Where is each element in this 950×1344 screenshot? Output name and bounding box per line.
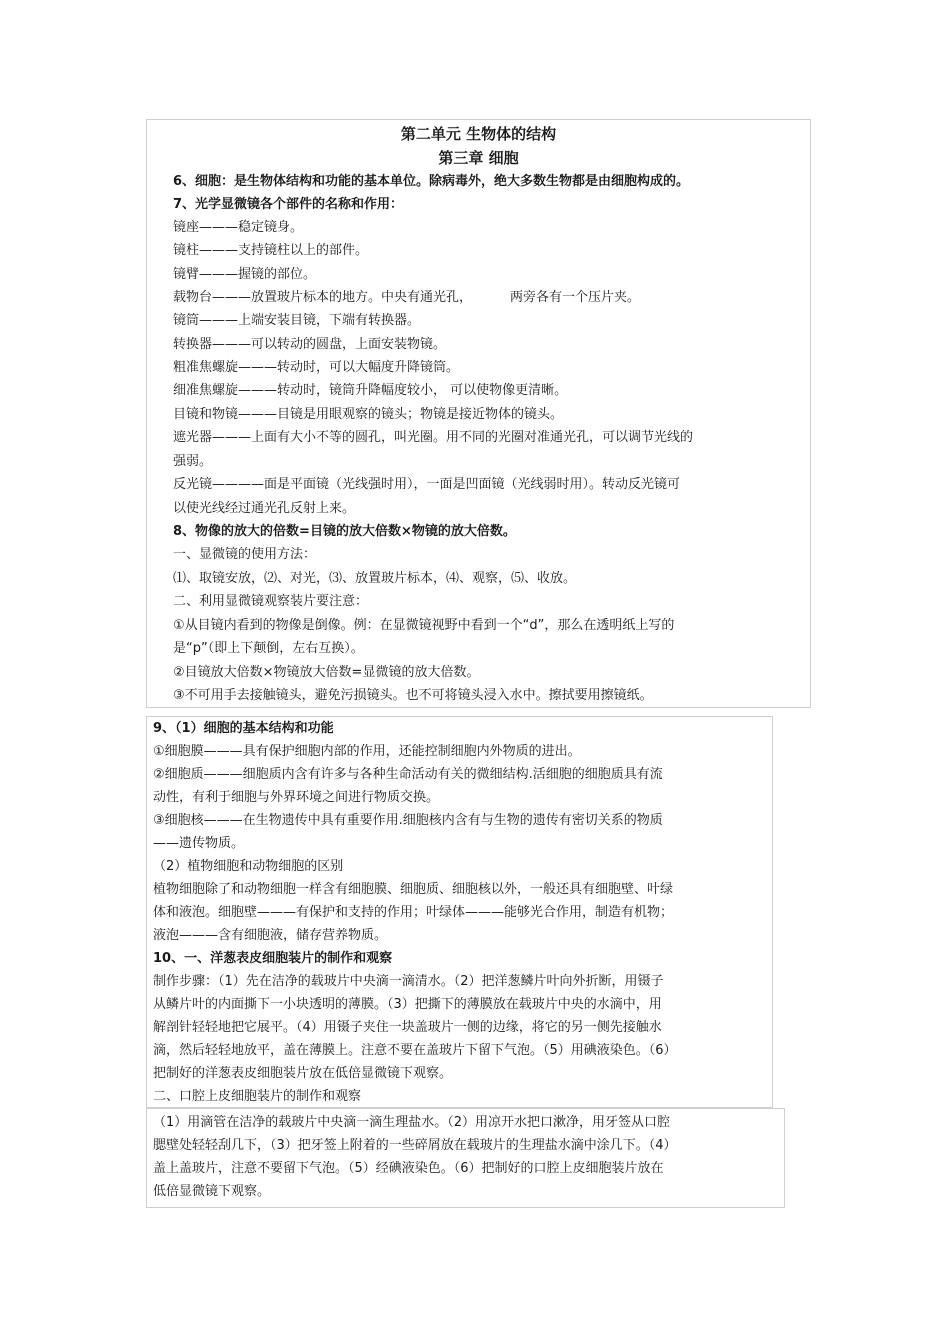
plant-cell-diff-3: 液泡———含有细胞液，储存营养物质。 [153, 928, 388, 943]
cytoplasm-cont: 动性，有利于细胞与外界环境之间进行物质交换。 [153, 790, 440, 805]
onion-step-1: 制作步骤：（1）先在洁净的载玻片中央滴一滴清水。（2）把洋葱鳞片叶向外折断，用镊子 [153, 974, 664, 989]
cell-structure-section [146, 716, 773, 1108]
part-lenses: 目镜和物镜———目镜是用眼观察的镜头；物镜是接近物体的镜头。 [173, 407, 564, 422]
plant-cell-diff: 植物细胞除了和动物细胞一样含有细胞膜、细胞质、细胞核以外，一般还具有细胞壁、叶绿 [153, 882, 674, 897]
part-mirror: 反光镜————面是平面镜（光线强时用），一面是凹面镜（光线弱时用）。转动反光镜可 [173, 477, 681, 492]
microscope-section [146, 119, 811, 708]
part-arm: 镜臂———握镜的部位。 [173, 267, 317, 282]
part-pillar: 镜柱———支持镜柱以上的部件。 [173, 243, 369, 258]
plant-cell-diff-2: 体和液泡。细胞壁———有保护和支持的作用；叶绿体———能够光合作用，制造有机物； [153, 905, 674, 920]
note-magnification: ②目镜放大倍数×物镜放大倍数=显微镜的放大倍数。 [173, 665, 480, 680]
cell-membrane: ①细胞膜———具有保护细胞内部的作用，还能控制细胞内外物质的进出。 [153, 744, 581, 759]
chapter-title: 第三章 细胞 [438, 149, 519, 167]
note-inverted-image-cont: 是“p”（即上下颠倒，左右互换）。 [173, 641, 364, 656]
cheek-step-1: （1）用滴管在洁净的载玻片中央滴一滴生理盐水。（2）用凉开水把口漱净，用牙签从口腔 [153, 1115, 671, 1130]
cheek-step-4: 低倍显微镜下观察。 [153, 1184, 271, 1199]
cheek-cell-section [146, 1108, 785, 1208]
plant-animal-heading: （2）植物细胞和动物细胞的区别 [153, 859, 344, 874]
onion-step-4: 滴，然后轻轻地放平，盖在薄膜上。注意不要在盖玻片下留下气泡。（5）用碘液染色。（6） [153, 1043, 677, 1058]
nucleus-cont: ——遗传物质。 [153, 836, 245, 851]
unit-title: 第二单元 生物体的结构 [400, 125, 557, 143]
magnification-formula: 8、物像的放大的倍数=目镜的放大倍数×物镜的放大倍数。 [173, 524, 516, 539]
cheek-slide-heading: 二、口腔上皮细胞装片的制作和观察 [153, 1089, 362, 1104]
note-lens-care: ③不可用手去接触镜头，避免污损镜头。也不可将镜头浸入水中。擦拭要用擦镜纸。 [173, 688, 653, 703]
part-tube: 镜筒———上端安装目镜，下端有转换器。 [173, 313, 421, 328]
cell-definition: 6、细胞：是生物体结构和功能的基本单位。除病毒外，绝大多数生物都是由细胞构成的。 [173, 174, 690, 189]
cell-structure-heading: 9、（1）细胞的基本结构和功能 [153, 721, 334, 736]
part-nosepiece: 转换器———可以转动的圆盘，上面安装物镜。 [173, 337, 447, 352]
cheek-step-2: 腮壁处轻轻刮几下，（3）把牙签上附着的一些碎屑放在载玻片的生理盐水滴中涂几下。（4） [153, 1138, 677, 1153]
onion-step-5: 把制好的洋葱表皮细胞装片放在低倍显微镜下观察。 [153, 1066, 453, 1081]
onion-step-2: 从鳞片叶的内面撕下一小块透明的薄膜。（3）把撕下的薄膜放在载玻片中央的水滴中，用 [153, 997, 662, 1012]
cheek-step-3: 盖上盖玻片，注意不要留下气泡。（5）经碘液染色。（6）把制好的口腔上皮细胞装片放在 [153, 1161, 664, 1176]
part-stage [173, 289, 640, 306]
part-base: 镜座———稳定镜身。 [173, 220, 304, 235]
notes-heading: 二、利用显微镜观察装片要注意： [173, 594, 369, 609]
nucleus: ③细胞核———在生物遗传中具有重要作用.细胞核内含有与生物的遗传有密切关系的物质 [153, 813, 663, 828]
part-diaphragm: 遮光器———上面有大小不等的圆孔，叫光圈。用不同的光圈对准通光孔，可以调节光线的 [173, 430, 694, 445]
microscope-parts-heading: 7、光学显微镜各个部件的名称和作用： [173, 197, 404, 212]
part-coarse-focus: 粗准焦螺旋———转动时，可以大幅度升降镜筒。 [173, 360, 460, 375]
onion-slide-heading: 10、一、洋葱表皮细胞装片的制作和观察 [153, 951, 393, 966]
part-diaphragm-cont: 强弱。 [173, 454, 213, 469]
part-fine-focus: 细准焦螺旋———转动时，镜筒升降幅度较小， 可以使物像更清晰。 [173, 383, 568, 398]
usage-heading: 一、显微镜的使用方法： [173, 547, 317, 562]
part-stage-text: 载物台———放置玻片标本的地方。中央有通光孔， [173, 290, 473, 305]
usage-steps: ⑴、取镜安放，⑵、对光，⑶、放置玻片标本，⑷、观察，⑸、收放。 [173, 571, 577, 586]
part-stage-clips: 两旁各有一个压片夹。 [510, 290, 641, 305]
note-inverted-image: ①从目镜内看到的物像是倒像。例：在显微镜视野中看到一个“d”，那么在透明纸上写的 [173, 618, 675, 633]
part-mirror-cont: 以使光线经过通光孔反射上来。 [173, 501, 356, 516]
onion-step-3: 解剖针轻轻地把它展平。（4）用镊子夹住一块盖玻片一侧的边缘，将它的另一侧先接触水 [153, 1020, 662, 1035]
cytoplasm: ②细胞质———细胞质内含有许多与各种生命活动有关的微细结构.活细胞的细胞质具有流 [153, 767, 663, 782]
